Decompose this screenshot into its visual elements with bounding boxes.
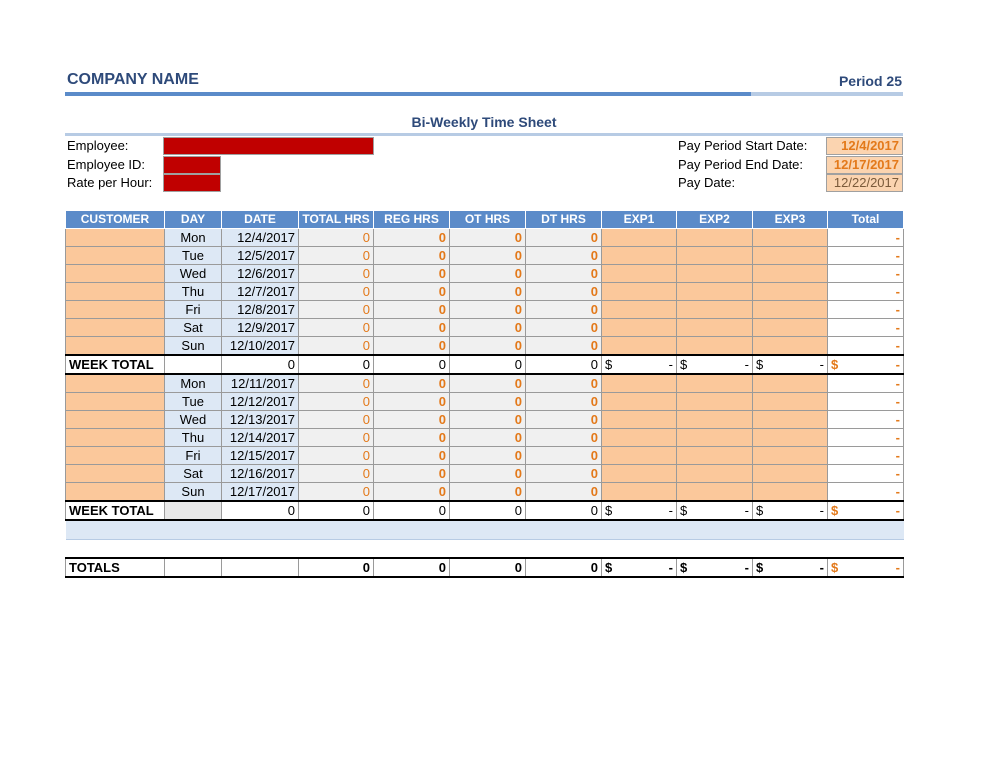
amount-value: - [895, 503, 900, 518]
customer-cell[interactable] [66, 301, 165, 319]
row-total-cell: - [828, 393, 904, 411]
company-name: COMPANY NAME [67, 71, 199, 88]
total-hrs-cell: 0 [299, 374, 374, 393]
currency-symbol: $ [756, 357, 764, 372]
customer-cell[interactable] [66, 337, 165, 356]
ot-hrs-cell[interactable]: 0 [450, 247, 526, 265]
exp2-cell[interactable] [677, 247, 753, 265]
dt-hrs-cell[interactable]: 0 [526, 301, 602, 319]
exp2-cell[interactable] [677, 265, 753, 283]
exp3-cell[interactable] [753, 465, 828, 483]
amount-value: - [895, 560, 900, 575]
week-total-amount [828, 355, 904, 374]
customer-cell[interactable] [66, 283, 165, 301]
exp1-cell[interactable] [602, 465, 677, 483]
day-cell: Sun [165, 483, 222, 502]
exp3-cell[interactable] [753, 319, 828, 337]
customer-cell[interactable] [66, 265, 165, 283]
col-exp3: EXP3 [753, 211, 828, 229]
row-total-cell: - [828, 337, 904, 356]
spacer-cell [66, 520, 904, 539]
customer-cell[interactable] [66, 447, 165, 465]
totals-day [165, 558, 222, 577]
exp3-cell[interactable] [753, 247, 828, 265]
exp3-cell[interactable] [753, 411, 828, 429]
table-row [66, 393, 904, 411]
exp1-cell[interactable] [602, 301, 677, 319]
total-hrs-cell: 0 [299, 229, 374, 247]
title-rule [65, 133, 903, 136]
currency-symbol: $ [605, 357, 613, 372]
customer-cell[interactable] [66, 483, 165, 502]
currency-symbol: $ [680, 560, 688, 575]
totals-amount [828, 558, 904, 577]
totals-exp1 [602, 558, 677, 577]
day-cell: Fri [165, 301, 222, 319]
header-rule [65, 92, 903, 96]
col-ot-hrs: OT HRS [450, 211, 526, 229]
exp1-cell[interactable] [602, 411, 677, 429]
start-date-field[interactable]: 12/4/2017 [826, 137, 903, 155]
pay-date-field[interactable]: 12/22/2017 [826, 174, 903, 192]
week-total-dt-hrs: 0 [526, 501, 602, 520]
day-cell: Mon [165, 229, 222, 247]
exp1-cell[interactable] [602, 374, 677, 393]
row-total-cell: - [828, 447, 904, 465]
currency-symbol: $ [831, 503, 839, 518]
reg-hrs-cell[interactable]: 0 [374, 319, 450, 337]
date-cell: 12/15/2017 [222, 447, 299, 465]
amount-value: - [668, 503, 673, 518]
ot-hrs-cell[interactable]: 0 [450, 265, 526, 283]
customer-cell[interactable] [66, 429, 165, 447]
exp2-cell[interactable] [677, 447, 753, 465]
row-total-cell: - [828, 283, 904, 301]
total-hrs-cell: 0 [299, 283, 374, 301]
day-cell: Wed [165, 265, 222, 283]
dt-hrs-cell[interactable]: 0 [526, 283, 602, 301]
customer-cell[interactable] [66, 411, 165, 429]
col-date: DATE [222, 211, 299, 229]
amount-value: - [744, 503, 749, 518]
amount-value: - [744, 560, 749, 575]
week-total-exp1 [602, 501, 677, 520]
exp2-cell[interactable] [677, 393, 753, 411]
ot-hrs-cell[interactable]: 0 [450, 483, 526, 502]
total-hrs-cell: 0 [299, 337, 374, 356]
dt-hrs-cell[interactable]: 0 [526, 411, 602, 429]
row-total-cell: - [828, 319, 904, 337]
week-total-amount [828, 501, 904, 520]
day-cell: Thu [165, 283, 222, 301]
row-total-cell: - [828, 265, 904, 283]
amount-value: - [819, 560, 824, 575]
dt-hrs-cell[interactable]: 0 [526, 393, 602, 411]
dt-hrs-cell[interactable]: 0 [526, 429, 602, 447]
customer-cell[interactable] [66, 229, 165, 247]
table-row [66, 319, 904, 337]
exp1-cell[interactable] [602, 337, 677, 356]
exp3-cell[interactable] [753, 265, 828, 283]
amount-value: - [895, 357, 900, 372]
exp1-cell[interactable] [602, 265, 677, 283]
exp3-cell[interactable] [753, 447, 828, 465]
row-total-cell: - [828, 247, 904, 265]
day-cell: Tue [165, 247, 222, 265]
exp3-cell[interactable] [753, 283, 828, 301]
date-cell: 12/11/2017 [222, 374, 299, 393]
total-hrs-cell: 0 [299, 447, 374, 465]
total-hrs-cell: 0 [299, 247, 374, 265]
exp3-cell[interactable] [753, 429, 828, 447]
ot-hrs-cell[interactable]: 0 [450, 283, 526, 301]
ot-hrs-cell[interactable]: 0 [450, 411, 526, 429]
col-total: Total [828, 211, 904, 229]
ot-hrs-cell[interactable]: 0 [450, 229, 526, 247]
reg-hrs-cell[interactable]: 0 [374, 483, 450, 502]
day-cell: Sun [165, 337, 222, 356]
date-cell: 12/7/2017 [222, 283, 299, 301]
dt-hrs-cell[interactable]: 0 [526, 483, 602, 502]
exp2-cell[interactable] [677, 229, 753, 247]
ot-hrs-cell[interactable]: 0 [450, 374, 526, 393]
exp2-cell[interactable] [677, 374, 753, 393]
table-row [66, 483, 904, 502]
reg-hrs-cell[interactable]: 0 [374, 374, 450, 393]
customer-cell[interactable] [66, 374, 165, 393]
week-total-exp1 [602, 355, 677, 374]
exp1-cell[interactable] [602, 393, 677, 411]
dt-hrs-cell[interactable]: 0 [526, 229, 602, 247]
totals-dt-hrs: 0 [526, 558, 602, 577]
day-cell: Tue [165, 393, 222, 411]
ot-hrs-cell[interactable]: 0 [450, 429, 526, 447]
spacer-row [66, 520, 904, 539]
week-total-exp3 [753, 355, 828, 374]
total-hrs-cell: 0 [299, 301, 374, 319]
reg-hrs-cell[interactable]: 0 [374, 411, 450, 429]
col-customer: CUSTOMER [66, 211, 165, 229]
exp3-cell[interactable] [753, 229, 828, 247]
employee-label: Employee: [67, 138, 129, 153]
col-dt-hrs: DT HRS [526, 211, 602, 229]
totals-date [222, 558, 299, 577]
table-row [66, 411, 904, 429]
reg-hrs-cell[interactable]: 0 [374, 229, 450, 247]
dt-hrs-cell[interactable]: 0 [526, 337, 602, 356]
start-date-label: Pay Period Start Date: [678, 138, 808, 153]
exp1-cell[interactable] [602, 447, 677, 465]
week-total-total-hrs: 0 [299, 501, 374, 520]
week-total-hours: 0 [222, 501, 299, 520]
exp2-cell[interactable] [677, 337, 753, 356]
dt-hrs-cell[interactable]: 0 [526, 319, 602, 337]
totals-reg-hrs: 0 [374, 558, 450, 577]
total-hrs-cell: 0 [299, 429, 374, 447]
date-cell: 12/14/2017 [222, 429, 299, 447]
exp2-cell[interactable] [677, 483, 753, 502]
row-total-cell: - [828, 465, 904, 483]
header-row [66, 211, 904, 229]
day-cell: Fri [165, 447, 222, 465]
exp3-cell[interactable] [753, 301, 828, 319]
currency-symbol: $ [831, 357, 839, 372]
exp1-cell[interactable] [602, 429, 677, 447]
reg-hrs-cell[interactable]: 0 [374, 337, 450, 356]
exp1-cell[interactable] [602, 247, 677, 265]
employee-id-field[interactable] [163, 156, 221, 174]
ot-hrs-cell[interactable]: 0 [450, 301, 526, 319]
row-total-cell: - [828, 483, 904, 502]
total-hrs-cell: 0 [299, 483, 374, 502]
amount-value: - [668, 357, 673, 372]
day-cell: Wed [165, 411, 222, 429]
ot-hrs-cell[interactable]: 0 [450, 447, 526, 465]
week-total-dt-hrs: 0 [526, 355, 602, 374]
exp1-cell[interactable] [602, 483, 677, 502]
totals-row [66, 558, 904, 577]
date-cell: 12/9/2017 [222, 319, 299, 337]
amount-value: - [744, 357, 749, 372]
day-cell: Mon [165, 374, 222, 393]
week-total-day [165, 355, 222, 374]
week-total-total-hrs: 0 [299, 355, 374, 374]
table-row [66, 429, 904, 447]
table-row [66, 247, 904, 265]
rate-label: Rate per Hour: [67, 175, 153, 190]
currency-symbol: $ [680, 357, 688, 372]
currency-symbol: $ [756, 560, 764, 575]
reg-hrs-cell[interactable]: 0 [374, 265, 450, 283]
row-total-cell: - [828, 229, 904, 247]
col-exp1: EXP1 [602, 211, 677, 229]
reg-hrs-cell[interactable]: 0 [374, 393, 450, 411]
end-date-field[interactable]: 12/17/2017 [826, 156, 903, 174]
table-row [66, 337, 904, 356]
ot-hrs-cell[interactable]: 0 [450, 319, 526, 337]
currency-symbol: $ [831, 560, 839, 575]
totals-exp3 [753, 558, 828, 577]
end-date-label: Pay Period End Date: [678, 157, 804, 172]
customer-cell[interactable] [66, 319, 165, 337]
exp1-cell[interactable] [602, 319, 677, 337]
spacer-row [66, 539, 904, 558]
reg-hrs-cell[interactable]: 0 [374, 429, 450, 447]
week-total-row [66, 355, 904, 374]
pay-date-label: Pay Date: [678, 175, 736, 190]
date-cell: 12/10/2017 [222, 337, 299, 356]
week-total-exp2 [677, 501, 753, 520]
col-exp2: EXP2 [677, 211, 753, 229]
total-hrs-cell: 0 [299, 319, 374, 337]
dt-hrs-cell[interactable]: 0 [526, 465, 602, 483]
week-total-label: WEEK TOTAL [66, 501, 165, 520]
total-hrs-cell: 0 [299, 393, 374, 411]
ot-hrs-cell[interactable]: 0 [450, 465, 526, 483]
ot-hrs-cell[interactable]: 0 [450, 337, 526, 356]
reg-hrs-cell[interactable]: 0 [374, 247, 450, 265]
date-cell: 12/13/2017 [222, 411, 299, 429]
rate-field[interactable] [163, 174, 221, 192]
col-total-hrs: TOTAL HRS [299, 211, 374, 229]
exp3-cell[interactable] [753, 393, 828, 411]
table-row [66, 301, 904, 319]
exp1-cell[interactable] [602, 283, 677, 301]
table-row [66, 229, 904, 247]
date-cell: 12/8/2017 [222, 301, 299, 319]
week-total-reg-hrs: 0 [374, 355, 450, 374]
employee-id-label: Employee ID: [67, 157, 146, 172]
date-cell: 12/6/2017 [222, 265, 299, 283]
exp2-cell[interactable] [677, 301, 753, 319]
reg-hrs-cell[interactable]: 0 [374, 301, 450, 319]
exp2-cell[interactable] [677, 283, 753, 301]
timesheet-table [65, 210, 904, 578]
customer-cell[interactable] [66, 247, 165, 265]
week-total-exp3 [753, 501, 828, 520]
week-total-hours: 0 [222, 355, 299, 374]
exp2-cell[interactable] [677, 411, 753, 429]
day-cell: Sat [165, 319, 222, 337]
spacer-cell [66, 539, 904, 558]
row-total-cell: - [828, 301, 904, 319]
sheet-title: Bi-Weekly Time Sheet [411, 114, 557, 130]
week-total-day [165, 501, 222, 520]
table-row [66, 374, 904, 393]
table-row [66, 283, 904, 301]
totals-ot-hrs: 0 [450, 558, 526, 577]
exp1-cell[interactable] [602, 229, 677, 247]
week-total-row [66, 501, 904, 520]
date-cell: 12/4/2017 [222, 229, 299, 247]
amount-value: - [668, 560, 673, 575]
amount-value: - [819, 503, 824, 518]
totals-label: TOTALS [66, 558, 165, 577]
exp2-cell[interactable] [677, 465, 753, 483]
currency-symbol: $ [605, 560, 613, 575]
total-hrs-cell: 0 [299, 411, 374, 429]
reg-hrs-cell[interactable]: 0 [374, 447, 450, 465]
amount-value: - [819, 357, 824, 372]
total-hrs-cell: 0 [299, 465, 374, 483]
week-total-exp2 [677, 355, 753, 374]
period-label: Period 25 [838, 73, 902, 89]
exp2-cell[interactable] [677, 319, 753, 337]
totals-exp2 [677, 558, 753, 577]
row-total-cell: - [828, 411, 904, 429]
date-cell: 12/12/2017 [222, 393, 299, 411]
currency-symbol: $ [605, 503, 613, 518]
totals-total-hrs: 0 [299, 558, 374, 577]
date-cell: 12/16/2017 [222, 465, 299, 483]
date-cell: 12/17/2017 [222, 483, 299, 502]
day-cell: Thu [165, 429, 222, 447]
row-total-cell: - [828, 374, 904, 393]
customer-cell[interactable] [66, 393, 165, 411]
week-total-ot-hrs: 0 [450, 355, 526, 374]
row-total-cell: - [828, 429, 904, 447]
reg-hrs-cell[interactable]: 0 [374, 283, 450, 301]
exp2-cell[interactable] [677, 429, 753, 447]
currency-symbol: $ [680, 503, 688, 518]
dt-hrs-cell[interactable]: 0 [526, 265, 602, 283]
ot-hrs-cell[interactable]: 0 [450, 393, 526, 411]
date-cell: 12/5/2017 [222, 247, 299, 265]
exp3-cell[interactable] [753, 483, 828, 502]
employee-field[interactable] [163, 137, 374, 155]
table-row [66, 465, 904, 483]
customer-cell[interactable] [66, 465, 165, 483]
exp3-cell[interactable] [753, 374, 828, 393]
exp3-cell[interactable] [753, 337, 828, 356]
week-total-label: WEEK TOTAL [66, 355, 165, 374]
currency-symbol: $ [756, 503, 764, 518]
col-day: DAY [165, 211, 222, 229]
week-total-reg-hrs: 0 [374, 501, 450, 520]
col-reg-hrs: REG HRS [374, 211, 450, 229]
table-row [66, 265, 904, 283]
total-hrs-cell: 0 [299, 265, 374, 283]
dt-hrs-cell[interactable]: 0 [526, 374, 602, 393]
reg-hrs-cell[interactable]: 0 [374, 465, 450, 483]
dt-hrs-cell[interactable]: 0 [526, 247, 602, 265]
day-cell: Sat [165, 465, 222, 483]
table-row [66, 447, 904, 465]
dt-hrs-cell[interactable]: 0 [526, 447, 602, 465]
week-total-ot-hrs: 0 [450, 501, 526, 520]
